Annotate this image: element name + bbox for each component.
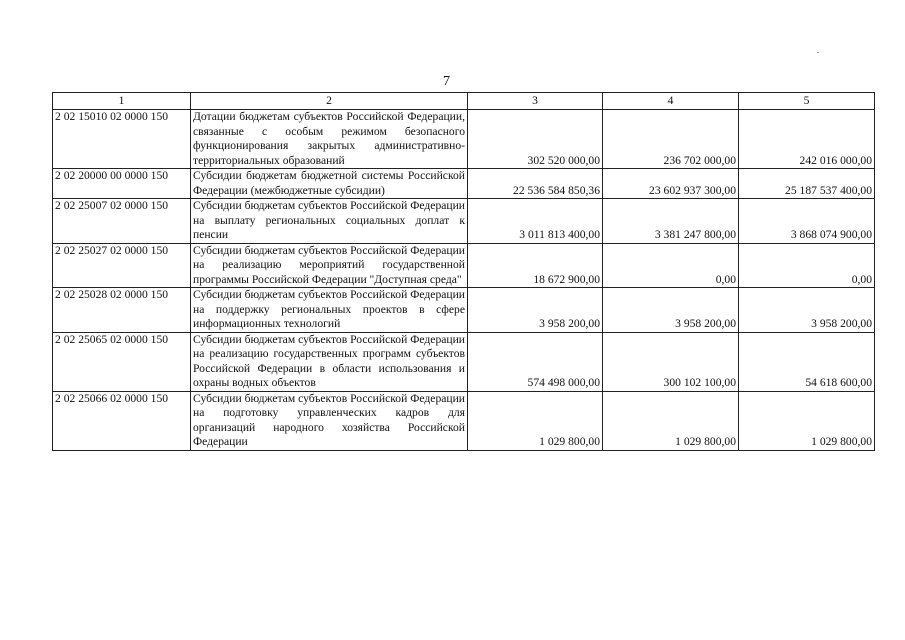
scan-speck — [817, 52, 819, 53]
budget-description: Дотации бюджетам субъектов Российской Федерации, связанные с особым режимом безопасного функционирования закрытых административно-территориальных образований — [191, 110, 468, 169]
amount-cell: 23 602 937 300,00 — [603, 169, 739, 199]
budget-code: 2 02 25065 02 0000 150 — [53, 332, 191, 391]
amount-cell: 0,00 — [603, 243, 739, 288]
amount-cell: 54 618 600,00 — [739, 332, 875, 391]
amount-cell: 3 958 200,00 — [739, 288, 875, 333]
table-row — [53, 391, 875, 450]
table-row — [53, 243, 875, 288]
amount-cell: 1 029 800,00 — [739, 391, 875, 450]
table-row — [53, 169, 875, 199]
amount-cell: 3 868 074 900,00 — [739, 199, 875, 244]
page-number: 7 — [443, 74, 450, 89]
amount-cell: 302 520 000,00 — [468, 110, 603, 169]
header-cell: 1 — [53, 93, 191, 110]
header-cell: 2 — [191, 93, 468, 110]
budget-code: 2 02 25066 02 0000 150 — [53, 391, 191, 450]
amount-cell: 18 672 900,00 — [468, 243, 603, 288]
amount-cell: 3 011 813 400,00 — [468, 199, 603, 244]
budget-table — [52, 92, 875, 451]
budget-description: Субсидии бюджетам субъектов Российской Федерации на поддержку региональных проектов в сфере информационных технологий — [191, 288, 468, 333]
table-row — [53, 110, 875, 169]
amount-cell: 3 958 200,00 — [603, 288, 739, 333]
header-cell: 3 — [468, 93, 603, 110]
amount-cell: 236 702 000,00 — [603, 110, 739, 169]
amount-cell: 0,00 — [739, 243, 875, 288]
table-row — [53, 288, 875, 333]
amount-cell: 1 029 800,00 — [468, 391, 603, 450]
budget-code: 2 02 20000 00 0000 150 — [53, 169, 191, 199]
header-row — [53, 93, 875, 110]
amount-cell: 574 498 000,00 — [468, 332, 603, 391]
budget-description: Субсидии бюджетам субъектов Российской Федерации на реализацию мероприятий государственной программы Российской Федерации "Доступная среда" — [191, 243, 468, 288]
amount-cell: 242 016 000,00 — [739, 110, 875, 169]
amount-cell: 1 029 800,00 — [603, 391, 739, 450]
table-row — [53, 332, 875, 391]
amount-cell: 3 958 200,00 — [468, 288, 603, 333]
amount-cell: 300 102 100,00 — [603, 332, 739, 391]
amount-cell: 3 381 247 800,00 — [603, 199, 739, 244]
header-cell: 5 — [739, 93, 875, 110]
budget-code: 2 02 25028 02 0000 150 — [53, 288, 191, 333]
table-row — [53, 199, 875, 244]
amount-cell: 25 187 537 400,00 — [739, 169, 875, 199]
amount-cell: 22 536 584 850,36 — [468, 169, 603, 199]
budget-code: 2 02 25007 02 0000 150 — [53, 199, 191, 244]
budget-description: Субсидии бюджетам субъектов Российской Федерации на подготовку управленческих кадров для организаций народного хозяйства Российской Федерации — [191, 391, 468, 450]
budget-description: Субсидии бюджетам субъектов Российской Федерации на выплату региональных социальных доплат к пенсии — [191, 199, 468, 244]
header-cell: 4 — [603, 93, 739, 110]
budget-description: Субсидии бюджетам субъектов Российской Федерации на реализацию государственных программ субъектов Российской Федерации в области использования и охраны водных объектов — [191, 332, 468, 391]
budget-code: 2 02 25027 02 0000 150 — [53, 243, 191, 288]
budget-code: 2 02 15010 02 0000 150 — [53, 110, 191, 169]
budget-description: Субсидии бюджетам бюджетной системы Российской Федерации (межбюджетные субсидии) — [191, 169, 468, 199]
